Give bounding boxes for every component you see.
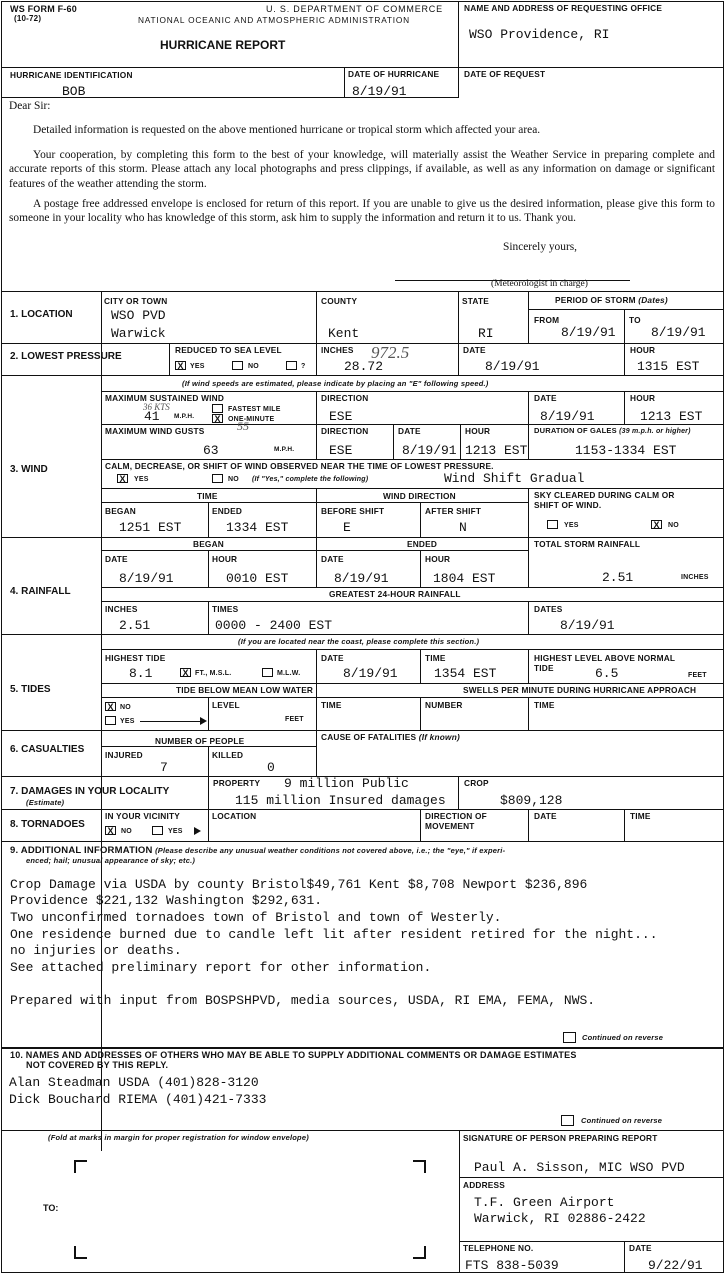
additional-line-6[interactable]: See attached preliminary report for other information. [10,960,432,975]
property-line-1[interactable]: 9 million Public [284,776,409,791]
below-yes-label: YES [120,718,135,725]
tide-time-value[interactable]: 1354 EST [434,666,497,681]
gust-value[interactable]: 63 [203,443,219,458]
others-section-2: NOT COVERED BY THIS REPLY. [26,1060,169,1070]
pressure-handwritten-mb: 972.5 [371,343,410,362]
below-mlw-label: TIDE BELOW MEAN LOW WATER [176,685,314,695]
to-label: TO [629,315,641,325]
tornado-direction-label-2: MOVEMENT [425,821,475,831]
below-level-label: LEVEL [212,700,240,710]
rain-began-date-label: DATE [105,554,128,564]
rain-began-hour[interactable]: 0010 EST [226,571,289,586]
below-yes-arrow [140,721,202,722]
report-date-value[interactable]: 9/22/91 [648,1258,703,1273]
calm-label: CALM, DECREASE, OR SHIFT OF WIND OBSERVED NEAR THE TIME OF LOWEST PRESSURE. [105,461,494,471]
max-wind-value[interactable]: 41 [144,409,160,424]
above-normal-label: HIGHEST LEVEL ABOVE NORMAL [534,653,676,663]
max-wind-hand: 36 KTS [143,402,170,412]
fold-mark-bottom-right-icon [413,1246,426,1259]
injured-label: INJURED [105,750,143,760]
city-label: CITY OR TOWN [104,296,168,306]
cause-fatalities-text: CAUSE OF FATALITIES [321,732,417,742]
to-value[interactable]: 8/19/91 [651,325,706,340]
tornadoes-section: 8. TORNADOES [10,819,85,830]
additional-section: 9. ADDITIONAL INFORMATION [10,845,153,856]
requesting-office-label: NAME AND ADDRESS OF REQUESTING OFFICE [464,3,663,13]
fastest-mile-checkbox[interactable] [212,404,223,413]
reduced-yes-label: YES [190,363,205,370]
gale-duration-label [534,427,691,435]
wind-hour-label: HOUR [630,393,656,403]
others-line-1[interactable]: Alan Steadman USDA (401)828-3120 [9,1075,259,1090]
vicinity-label: IN YOUR VICINITY [105,811,180,821]
damages-estimate-note: (Estimate) [26,798,65,807]
department: U. S. DEPARTMENT OF COMMERCE [266,4,443,14]
wind-note: (If wind speeds are estimated, please indicate by placing an "E" following speed.) [182,379,489,388]
gust-hour-value[interactable]: 1213 EST [465,443,528,458]
wind-date-value[interactable]: 8/19/91 [540,409,595,424]
total-rain-unit: INCHES [681,574,709,581]
address-line-2[interactable]: Warwick, RI 02886-2422 [474,1211,646,1226]
letter-paragraph-3: A postage free addressed envelope is enclosed for return of this report. If you are unable to give us the desired information, please give this form to someone in your locality who has knowledge of this storm, ask him to supply the information and return it to us. Thank you. [9,198,715,225]
gust-direction-value[interactable]: ESE [329,443,353,458]
rain-24h-inches-value[interactable]: 2.51 [119,618,151,633]
shift-began-label: BEGAN [105,506,136,516]
injured-value[interactable]: 7 [160,760,168,775]
additional-line-1[interactable]: Crop Damage via USDA by county Bristol$49,761 Kent $8,708 Newport $236,896 [10,877,588,892]
highest-tide-label: HIGHEST TIDE [105,653,166,663]
signature-value[interactable]: Paul A. Sisson, MIC WSO PVD [474,1160,685,1175]
reduced-no-label: NO [248,363,259,370]
additional-line-5[interactable]: no injuries or deaths. [10,943,182,958]
calm-note: (If "Yes," complete the following) [252,476,369,483]
reduced-unknown-checkbox[interactable] [286,361,297,370]
tornado-time-label: TIME [630,811,651,821]
casualties-section: 6. CASUALTIES [10,744,85,755]
address-label: ADDRESS [463,1180,505,1190]
requesting-office-value[interactable]: WSO Providence, RI [469,27,610,42]
tide-time-label: TIME [425,653,446,663]
cause-fatalities-note: (If known) [418,732,460,742]
tornado-no-label: NO [121,828,132,835]
period-label [555,296,668,304]
signer-caption: (Meteorologist in charge) [491,279,588,289]
pressure-hour-value[interactable]: 1315 EST [637,359,700,374]
continued-reverse-10-label: Continued on reverse [581,1116,663,1125]
from-value[interactable]: 8/19/91 [561,325,616,340]
tide-date-label: DATE [321,653,344,663]
above-normal-label-2: TIDE [534,663,554,673]
calm-yes-checkbox[interactable]: X [117,474,128,483]
calm-yes-label: YES [134,476,149,483]
others-section: 10. NAMES AND ADDRESSES OF OTHERS WHO MAY BE ABLE TO SUPPLY ADDITIONAL COMMENTS OR DAMAGE ESTIMATES [10,1050,577,1060]
calm-value[interactable]: Wind Shift Gradual [444,471,585,486]
agency: NATIONAL OCEANIC AND ATMOSPHERIC ADMINISTRATION [138,15,410,25]
location-section: 1. LOCATION [10,309,73,320]
fold-mark-bottom-left-icon [74,1246,87,1259]
from-label: FROM [534,315,560,325]
additional-note-2: enced; hail; unusual appearance of sky; etc.) [26,856,196,865]
additional-line-2[interactable]: Providence $221,132 Washington $292,631. [10,893,323,908]
rainfall-section: 4. RAINFALL [10,586,71,597]
pressure-hour-label: HOUR [630,345,656,355]
above-normal-value[interactable]: 6.5 [595,666,619,681]
rain-began-date[interactable]: 8/19/91 [119,571,174,586]
page-title: HURRICANE REPORT [160,38,286,52]
hurricane-date-value[interactable]: 8/19/91 [352,84,407,99]
above-normal-unit: FEET [688,672,707,679]
killed-value[interactable]: 0 [267,760,275,775]
shift-ended-label: ENDED [212,506,243,516]
greatest-24h-label: GREATEST 24-HOUR RAINFALL [329,589,461,599]
gust-direction-label: DIRECTION [321,426,369,436]
tornado-yes-label: YES [168,828,183,835]
calm-no-label: NO [228,476,239,483]
additional-prepared[interactable]: Prepared with input from BOSPSHPVD, media sources, USDA, RI EMA, FEMA, NWS. [10,993,596,1008]
tornado-date-label: DATE [534,811,557,821]
gust-unit: M.P.H. [274,446,295,453]
period-label-text: PERIOD OF STORM [555,295,636,305]
sky-yes-label: YES [564,522,579,529]
fold-note: (Fold at marks in margin for proper registration for window envelope) [48,1133,309,1142]
pressure-date-value[interactable]: 8/19/91 [485,359,540,374]
phone-label: TELEPHONE NO. [463,1243,534,1253]
total-rain-value[interactable]: 2.51 [602,570,634,585]
gust-date-label: DATE [398,426,421,436]
gale-duration-note: (39 m.p.h. or higher) [619,428,691,435]
letter-paragraph-1: Detailed information is requested on the above mentioned hurricane or tropical storm which affected your area. [33,124,541,136]
rain-24h-inches-label: INCHES [105,604,138,614]
reduced-yes-checkbox[interactable]: X [175,361,186,370]
rain-24h-times-value[interactable]: 0000 - 2400 EST [215,618,333,633]
ft-msl-checkbox[interactable]: X [180,668,191,677]
number-of-people-label: NUMBER OF PEOPLE [155,736,245,746]
hurricane-date-label: DATE OF HURRICANE [348,69,440,79]
period-note: (Dates) [638,295,668,305]
others-line-2[interactable]: Dick Bouchard RIEMA (401)421-7333 [9,1092,267,1107]
one-minute-checkbox[interactable]: X [212,414,223,423]
calm-no-checkbox[interactable] [212,474,223,483]
ft-msl-label: FT., M.S.L. [195,670,232,677]
below-level-unit: FEET [285,716,304,723]
pressure-inches-label: INCHES [321,345,354,355]
additional-line-3[interactable]: Two unconfirmed tornadoes town of Bristol and town of Westerly. [10,910,502,925]
tornado-yes-checkbox[interactable] [152,826,163,835]
continued-reverse-9-checkbox[interactable] [563,1032,576,1043]
sky-no-label: NO [668,522,679,529]
fold-mark-top-right-icon [413,1160,426,1173]
swells-label: SWELLS PER MINUTE DURING HURRICANE APPROACH [463,685,697,695]
wind-section: 3. WIND [10,464,48,475]
mlw-checkbox[interactable] [262,668,273,677]
max-wind-unit: M.P.H. [174,413,195,420]
property-line-2[interactable]: 115 million Insured damages [235,793,446,808]
pressure-section: 2. LOWEST PRESSURE [10,351,122,362]
county-value[interactable]: Kent [328,326,360,341]
closing: Sincerely yours, [503,241,578,253]
wind-hour-value[interactable]: 1213 EST [640,409,703,424]
rain-ended-date[interactable]: 8/19/91 [334,571,389,586]
highest-tide-value[interactable]: 8.1 [129,666,153,681]
rain-ended-date-label: DATE [321,554,344,564]
wind-date-label: DATE [534,393,557,403]
total-rain-label: TOTAL STORM RAINFALL [534,539,641,549]
below-no-label: NO [120,704,131,711]
rain-ended-label: ENDED [407,539,438,549]
tornado-direction-label: DIRECTION OF [425,811,487,821]
sky-cleared-label: SKY CLEARED DURING CALM OR [534,490,675,500]
fold-mark-top-left-icon [74,1160,87,1173]
tide-date-value[interactable]: 8/19/91 [343,666,398,681]
crop-value[interactable]: $809,128 [500,793,563,808]
rain-24h-dates-label: DATES [534,604,563,614]
after-shift-label: AFTER SHIFT [425,506,482,516]
tides-note: (If you are located near the coast, please complete this section.) [238,637,480,646]
arrow-right-icon [194,827,201,835]
state-value[interactable]: RI [478,326,494,341]
rain-ended-hour-label: HOUR [425,554,451,564]
damages-section: 7. DAMAGES IN YOUR LOCALITY [10,786,170,797]
after-shift-value[interactable]: N [459,520,467,535]
reduced-unknown-label: ? [301,363,306,370]
crop-label: CROP [464,778,489,788]
swell-number-label: NUMBER [425,700,463,710]
fastest-mile-label: FASTEST MILE [228,406,281,413]
sky-yes-checkbox[interactable] [547,520,558,529]
sky-cleared-label-2: SHIFT OF WIND. [534,500,602,510]
continued-reverse-9-label: Continued on reverse [582,1033,664,1042]
below-yes-checkbox[interactable] [105,716,116,725]
city-line-2[interactable]: Warwick [111,326,166,341]
wind-direction-label: DIRECTION [321,393,369,403]
shift-time-label: TIME [197,491,218,501]
address-line-1[interactable]: T.F. Green Airport [474,1195,615,1210]
pressure-date-label: DATE [463,345,486,355]
report-date-label: DATE [629,1243,652,1253]
phone-value[interactable]: FTS 838-5039 [465,1258,559,1273]
signature-label: SIGNATURE OF PERSON PREPARING REPORT [463,1133,658,1143]
below-time-label: TIME [321,700,342,710]
shift-began-value[interactable]: 1251 EST [119,520,182,535]
hurricane-id-label: HURRICANE IDENTIFICATION [10,70,133,80]
additional-line-4[interactable]: One residence burned due to candle left lit after resident retired for the night... [10,927,658,942]
tornado-no-checkbox[interactable]: X [105,826,116,835]
max-wind-label: MAXIMUM SUSTAINED WIND [105,393,225,403]
below-no-checkbox[interactable]: X [105,702,116,711]
swell-time-label: TIME [534,700,555,710]
form-revision: (10-72) [14,14,42,23]
form-number: WS FORM F-60 [10,4,77,14]
shift-direction-label: WIND DIRECTION [383,491,456,501]
gale-duration-value[interactable]: 1153-1334 EST [575,443,677,458]
request-date-label: DATE OF REQUEST [464,69,546,79]
reduced-no-checkbox[interactable] [232,361,243,370]
one-minute-label: ONE-MINUTE [228,416,275,423]
city-line-1[interactable]: WSO PVD [111,308,166,323]
gust-hour-label: HOUR [465,426,491,436]
shift-ended-value[interactable]: 1334 EST [226,520,289,535]
additional-info-header [10,846,505,856]
gust-label: MAXIMUM WIND GUSTS [105,426,205,436]
property-label: PROPERTY [213,778,261,788]
to-label: TO: [43,1203,59,1213]
gust-hand: 55 [237,419,249,433]
tides-section: 5. TIDES [10,684,51,695]
salutation: Dear Sir: [9,100,51,112]
sky-no-checkbox[interactable]: X [651,520,662,529]
tornado-location-label: LOCATION [212,811,257,821]
killed-label: KILLED [212,750,244,760]
rain-24h-times-label: TIMES [212,604,239,614]
arrow-right-icon [200,717,207,725]
pressure-inches-value[interactable]: 28.72 [344,359,384,374]
before-shift-value[interactable]: E [343,520,351,535]
rain-began-hour-label: HOUR [212,554,238,564]
letter-paragraph-2: Your cooperation, by completing this form to the best of your knowledge, will materially assist the Weather Service in preparing complete and accurate reports of this storm. Please attach any local photographs and press clippings, if available, as well as any information on damage or significant features of the weather attending the storm. [9,149,715,190]
county-label: COUNTY [321,296,358,306]
mlw-label: M.L.W. [277,670,301,677]
state-label: STATE [462,296,489,306]
cause-fatalities-label [321,733,460,741]
continued-reverse-10-checkbox[interactable] [561,1115,574,1126]
wind-direction-value[interactable]: ESE [329,409,353,424]
additional-note: (Please describe any unusual weather conditions not covered above, i.e.; the "eye," if experi- [155,846,506,855]
gust-date-value[interactable]: 8/19/91 [402,443,457,458]
hurricane-id-value[interactable]: BOB [62,84,86,99]
rain-ended-hour[interactable]: 1804 EST [433,571,496,586]
reduced-label: REDUCED TO SEA LEVEL [175,345,282,355]
rain-24h-dates-value[interactable]: 8/19/91 [560,618,615,633]
rain-began-label: BEGAN [193,539,224,549]
gale-duration-text: DURATION OF GALES [534,426,617,435]
before-shift-label: BEFORE SHIFT [321,506,385,516]
